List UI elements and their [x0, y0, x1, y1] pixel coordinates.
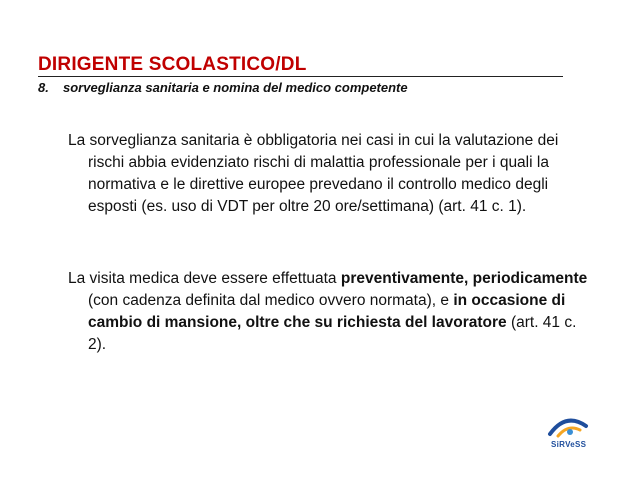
paragraph-bold-text: preventivamente, periodicamente: [340, 270, 588, 287]
logo-text: SiRVeSS: [551, 440, 587, 449]
subtitle-number: 8.: [38, 80, 49, 95]
subtitle-text: sorveglianza sanitaria e nomina del medico competente: [63, 80, 408, 95]
paragraph-bold-text: in occasione di cambio di mansione, oltre che su richiesta del lavoratore: [88, 292, 566, 331]
logo-mark-icon: [540, 412, 596, 442]
slide-subtitle: [38, 80, 408, 95]
sirvess-logo: [540, 412, 596, 456]
paragraph-text: (art. 41 c. 2).: [88, 314, 577, 353]
paragraph-text: (con cadenza definita dal medico ovvero normata), e: [88, 292, 454, 309]
title-divider: [38, 76, 563, 77]
paragraph-surveillance: La sorveglianza sanitaria è obbligatoria nei casi in cui la valutazione dei rischi abbia evidenziato rischi di malattia professionale per i quali la normativa e le direttive europee prevedano il controllo medico degli esposti (es. uso di VDT per oltre 20 ore/settimana) (art. 41 c. 1).: [68, 132, 559, 215]
slide-title: DIRIGENTE SCOLASTICO/DL: [38, 54, 307, 75]
paragraph-text: La visita medica deve essere effettuata: [68, 270, 341, 287]
paragraph-medical-visit: [68, 268, 593, 356]
